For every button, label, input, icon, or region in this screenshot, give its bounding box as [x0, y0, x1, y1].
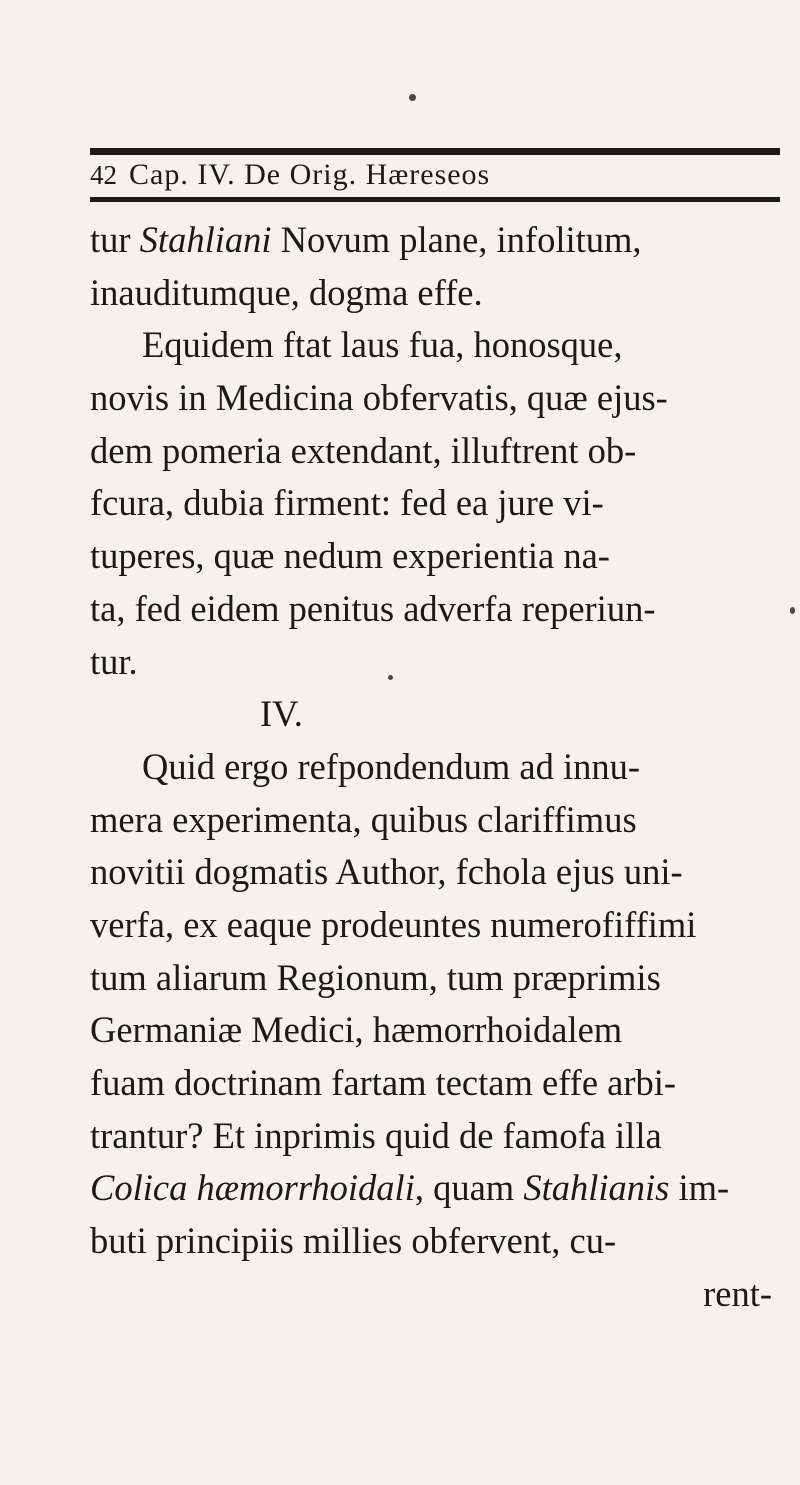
text-line	[90, 319, 790, 372]
text-span: , quam	[414, 1167, 524, 1209]
text-line	[90, 214, 790, 267]
text-span: Germaniæ Medici, hæmorrhoidalem	[90, 1009, 623, 1051]
running-head	[90, 158, 780, 198]
text-span: buti principiis millies obfervent, cu-	[90, 1220, 617, 1262]
text-span: novitii dogmatis Author, fchola ejus uni-	[90, 851, 683, 893]
text-line	[90, 1057, 790, 1110]
ink-speck	[409, 94, 416, 101]
text-span: tum aliarum Regionum, tum præprimis	[90, 956, 661, 998]
header-rule-bottom	[90, 197, 780, 202]
ink-speck	[790, 607, 795, 614]
header-rule-top	[90, 148, 780, 155]
text-span: im-	[669, 1167, 730, 1209]
text-line	[90, 267, 790, 320]
text-span: mera experimenta, quibus clariffimus	[90, 798, 637, 840]
text-span: tur	[90, 219, 140, 260]
text-line	[90, 636, 790, 689]
text-span: ta, fed eidem penitus adverfa reperiun-	[90, 587, 656, 629]
running-head-title: Cap. IV. De Orig. Hæreseos	[129, 158, 491, 191]
body-text	[90, 214, 790, 1320]
text-span: rent-	[703, 1272, 772, 1314]
text-line	[90, 1110, 790, 1163]
section-number	[90, 688, 790, 741]
italic-span: Stahlianis	[523, 1167, 670, 1209]
text-line	[90, 425, 790, 478]
text-line	[90, 794, 790, 847]
text-line	[90, 1162, 790, 1215]
text-line	[90, 741, 790, 794]
text-span: fuam doctrinam fartam tectam effe arbi-	[90, 1062, 677, 1103]
text-span: fcura, dubia firment: fed ea jure vi-	[90, 482, 604, 524]
text-span: IV.	[260, 693, 303, 735]
text-span: Quid ergo refpondendum ad innu-	[142, 745, 641, 787]
text-span: trantur? Et inprimis quid de famofa illa	[90, 1114, 662, 1156]
italic-span: Colica hæmorrhoidali	[90, 1167, 415, 1209]
text-line	[90, 899, 790, 952]
text-span: dem pomeria extendant, illuftrent ob-	[90, 429, 637, 471]
text-line	[90, 1268, 790, 1321]
italic-span: Stahliani	[139, 219, 272, 260]
text-line	[90, 477, 790, 530]
text-line	[90, 952, 790, 1005]
page-number: 42	[90, 160, 117, 190]
text-line	[90, 583, 790, 636]
text-span: inauditumque, dogma effe.	[90, 271, 483, 313]
text-line	[90, 530, 790, 583]
text-line	[90, 372, 790, 425]
text-span: tuperes, quæ nedum experientia na-	[90, 535, 610, 577]
text-line	[90, 846, 790, 899]
text-span: novis in Medicina obfervatis, quæ ejus-	[90, 377, 668, 419]
text-span: tur.	[90, 640, 138, 682]
text-span: Equidem ftat laus fua, honosque,	[142, 324, 623, 366]
text-line	[90, 1215, 790, 1268]
text-span: Novum plane, infolitum,	[271, 219, 642, 260]
text-span: verfa, ex eaque prodeuntes numerofiffimi	[90, 903, 697, 945]
text-line	[90, 1004, 790, 1057]
